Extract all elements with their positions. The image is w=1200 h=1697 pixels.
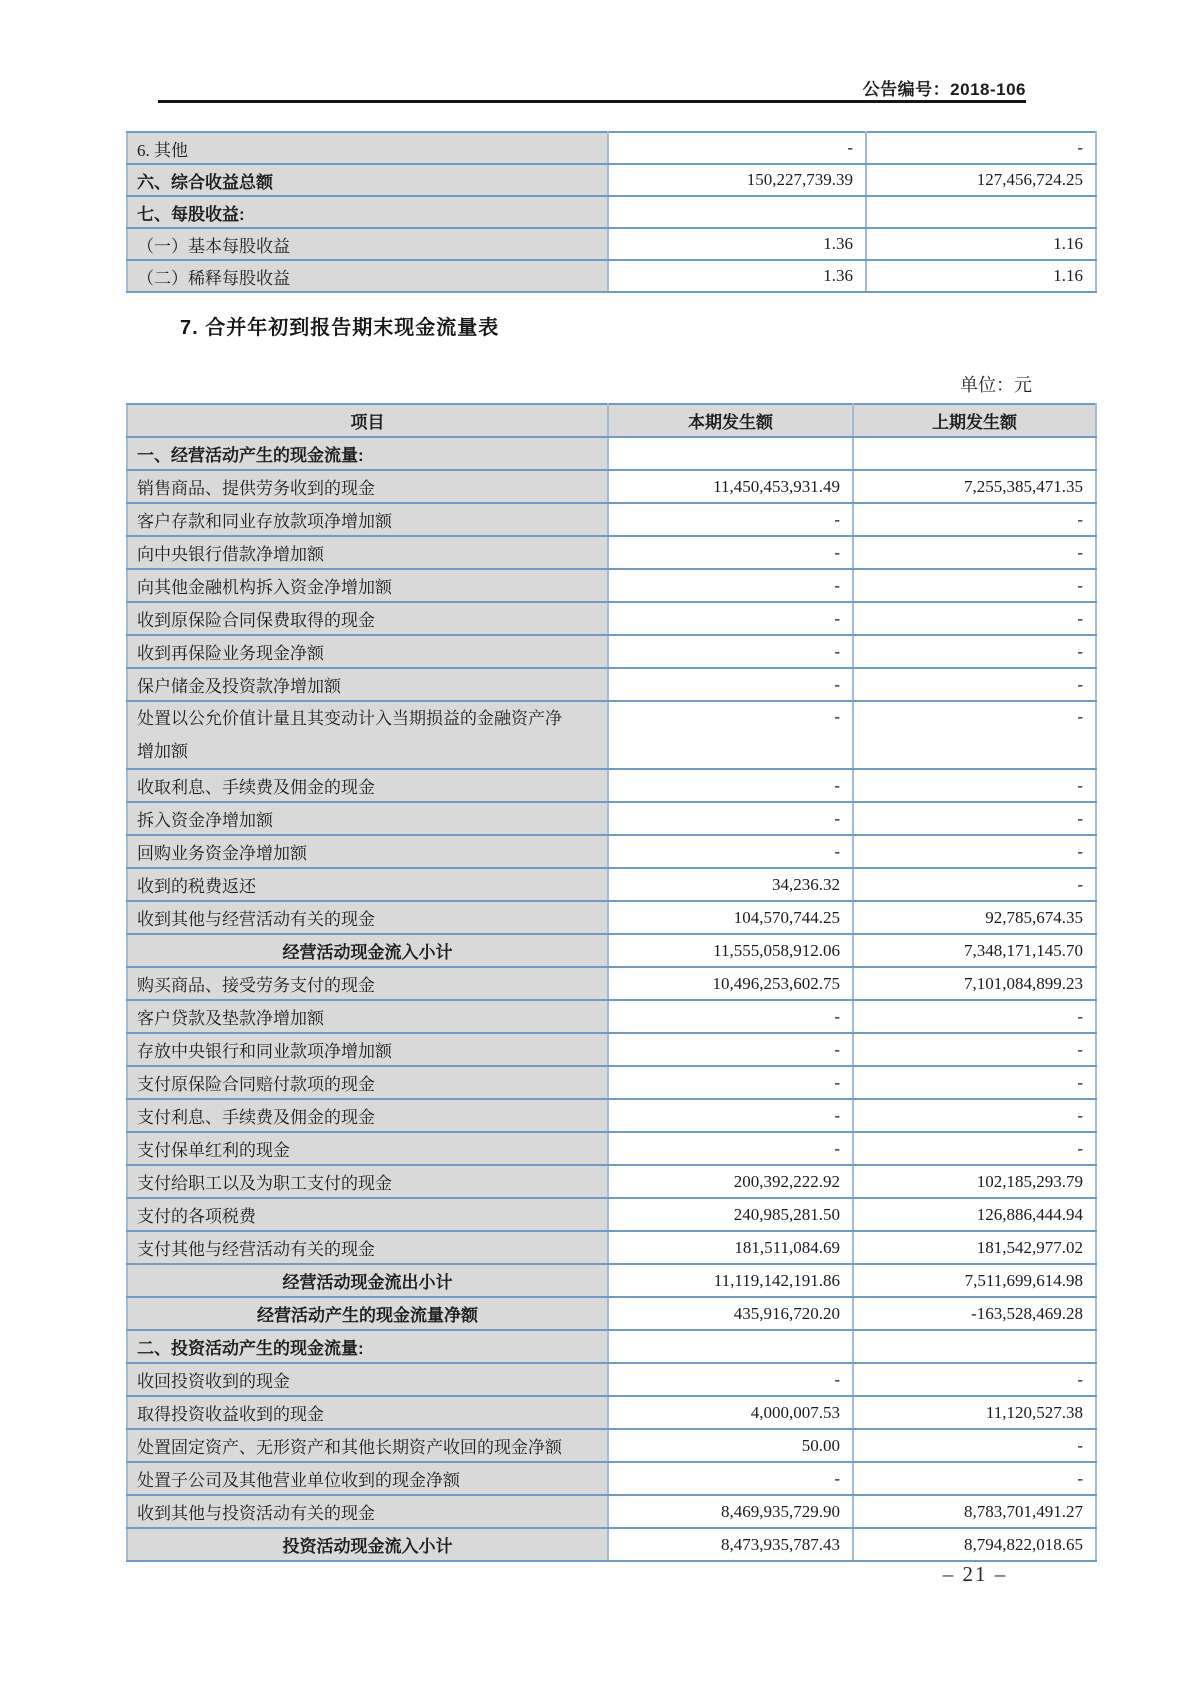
item-label: （一）基本每股收益 <box>137 236 290 256</box>
item-label-cell <box>127 1198 608 1231</box>
table-row <box>127 1000 1096 1033</box>
table-header-row <box>127 404 1096 437</box>
item-label: 收到其他与经营活动有关的现金 <box>137 910 375 929</box>
table-row <box>127 668 1096 701</box>
table-row <box>127 1297 1096 1330</box>
table-row <box>127 635 1096 668</box>
item-label-cell <box>127 1231 608 1264</box>
current-value-cell: - <box>608 503 853 536</box>
current-value-cell: - <box>608 602 853 635</box>
item-label: 销售商品、提供劳务收到的现金 <box>137 479 375 498</box>
item-label-cell <box>127 1495 608 1528</box>
item-label-cell <box>127 967 608 1000</box>
item-label-cell <box>127 1264 608 1297</box>
table-row <box>127 1033 1096 1066</box>
item-label: 拆入资金净增加额 <box>137 811 273 830</box>
table-row <box>127 536 1096 569</box>
item-label-cell <box>127 668 608 701</box>
current-value-cell: - <box>608 1000 853 1033</box>
column-header-current-period: 本期发生额 <box>608 404 853 437</box>
table-row <box>127 437 1096 470</box>
item-label-cell <box>127 536 608 569</box>
item-label: 处置固定资产、无形资产和其他长期资产收回的现金净额 <box>137 1438 562 1457</box>
previous-value-cell: - <box>853 769 1096 802</box>
item-label: 处置以公允价值计量且其变动计入当期损益的金融资产净增加额 <box>137 709 562 761</box>
item-label-cell <box>127 1396 608 1429</box>
current-value-cell: 240,985,281.50 <box>608 1198 853 1231</box>
previous-value-cell: - <box>853 868 1096 901</box>
item-label-cell <box>127 1066 608 1099</box>
item-label-cell <box>127 934 608 967</box>
item-label: 收取利息、手续费及佣金的现金 <box>137 778 375 797</box>
previous-value-cell: - <box>853 835 1096 868</box>
unit-label: 单位：元 <box>960 375 1032 395</box>
previous-value-cell: 1.16 <box>866 228 1096 260</box>
table-row <box>127 132 1096 164</box>
current-value-cell <box>608 1330 853 1363</box>
current-value-cell: - <box>608 701 853 769</box>
item-label: 向中央银行借款净增加额 <box>137 545 324 564</box>
table-row <box>127 1528 1096 1561</box>
item-label-cell <box>127 835 608 868</box>
table-row <box>127 1363 1096 1396</box>
table-row <box>127 260 1096 292</box>
item-label-cell <box>127 1099 608 1132</box>
table-row <box>127 835 1096 868</box>
table-row <box>127 934 1096 967</box>
item-label: 经营活动现金流入小计 <box>282 943 453 962</box>
item-label-cell <box>127 802 608 835</box>
section-title: 7. 合并年初到报告期末现金流量表 <box>180 317 500 339</box>
previous-value-cell: 7,511,699,614.98 <box>853 1264 1096 1297</box>
page-number: – 21 – <box>942 1562 1008 1586</box>
item-label: 支付其他与经营活动有关的现金 <box>137 1240 375 1259</box>
item-label-cell <box>127 769 608 802</box>
item-label: 处置子公司及其他营业单位收到的现金净额 <box>137 1471 460 1490</box>
item-label: 经营活动现金流出小计 <box>282 1273 453 1292</box>
item-label: 收到其他与投资活动有关的现金 <box>137 1504 375 1523</box>
previous-value-cell <box>853 437 1096 470</box>
table-row <box>127 1165 1096 1198</box>
current-value-cell: - <box>608 132 866 164</box>
previous-value-cell: - <box>853 536 1096 569</box>
item-label-cell <box>127 164 608 196</box>
item-label: 取得投资收益收到的现金 <box>137 1405 324 1424</box>
table-row <box>127 1396 1096 1429</box>
item-label-cell <box>127 1528 608 1561</box>
previous-value-cell: 8,794,822,018.65 <box>853 1528 1096 1561</box>
current-value-cell: 4,000,007.53 <box>608 1396 853 1429</box>
table-row <box>127 868 1096 901</box>
current-value-cell: 11,555,058,912.06 <box>608 934 853 967</box>
item-label: 六、综合收益总额 <box>137 172 273 192</box>
previous-value-cell: 8,783,701,491.27 <box>853 1495 1096 1528</box>
item-label: 收到的税费返还 <box>137 877 256 896</box>
previous-value-cell: - <box>866 132 1096 164</box>
previous-value-cell: -163,528,469.28 <box>853 1297 1096 1330</box>
table-row <box>127 967 1096 1000</box>
current-value-cell: 200,392,222.92 <box>608 1165 853 1198</box>
item-label: 收到原保险合同保费取得的现金 <box>137 611 375 630</box>
table-row <box>127 1198 1096 1231</box>
previous-value-cell: - <box>853 701 1096 769</box>
table-row <box>127 196 1096 228</box>
current-value-cell: 8,473,935,787.43 <box>608 1528 853 1561</box>
column-header-prior-period: 上期发生额 <box>853 404 1096 437</box>
current-value-cell: - <box>608 536 853 569</box>
previous-value-cell: - <box>853 1000 1096 1033</box>
current-value-cell <box>608 196 866 228</box>
item-label: 6. 其他 <box>137 140 188 160</box>
current-value-cell: - <box>608 1462 853 1495</box>
item-label: 一、经营活动产生的现金流量: <box>137 446 364 465</box>
item-label-cell <box>127 569 608 602</box>
previous-value-cell: 92,785,674.35 <box>853 901 1096 934</box>
previous-value-cell: 126,886,444.94 <box>853 1198 1096 1231</box>
item-label: 支付给职工以及为职工支付的现金 <box>137 1174 392 1193</box>
item-label: 客户贷款及垫款净增加额 <box>137 1009 324 1028</box>
previous-value-cell: 7,348,171,145.70 <box>853 934 1096 967</box>
item-label-cell <box>127 503 608 536</box>
previous-value-cell: 127,456,724.25 <box>866 164 1096 196</box>
previous-value-cell: - <box>853 1066 1096 1099</box>
table-row <box>127 701 1096 769</box>
item-label: 客户存款和同业存放款项净增加额 <box>137 512 392 531</box>
item-label: 支付的各项税费 <box>137 1207 256 1226</box>
table-row <box>127 1495 1096 1528</box>
table-row <box>127 1330 1096 1363</box>
previous-value-cell: - <box>853 635 1096 668</box>
item-label-cell <box>127 228 608 260</box>
item-label-cell <box>127 635 608 668</box>
table-row <box>127 1462 1096 1495</box>
item-label-cell <box>127 1429 608 1462</box>
current-value-cell: 10,496,253,602.75 <box>608 967 853 1000</box>
current-value-cell: - <box>608 1099 853 1132</box>
table-row <box>127 769 1096 802</box>
item-label: 七、每股收益: <box>137 204 245 224</box>
item-label-cell <box>127 1033 608 1066</box>
income-statement-table <box>126 131 1097 293</box>
table-row <box>127 602 1096 635</box>
item-label-cell <box>127 1363 608 1396</box>
previous-value-cell: - <box>853 1462 1096 1495</box>
previous-value-cell: - <box>853 1429 1096 1462</box>
item-label-cell <box>127 260 608 292</box>
table-row <box>127 470 1096 503</box>
table-row <box>127 228 1096 260</box>
current-value-cell: 150,227,739.39 <box>608 164 866 196</box>
item-label: 向其他金融机构拆入资金净增加额 <box>137 578 392 597</box>
table-row <box>127 1264 1096 1297</box>
current-value-cell: 50.00 <box>608 1429 853 1462</box>
current-value-cell: 11,450,453,931.49 <box>608 470 853 503</box>
previous-value-cell: - <box>853 668 1096 701</box>
current-value-cell: 1.36 <box>608 260 866 292</box>
table-row <box>127 1231 1096 1264</box>
current-value-cell: - <box>608 835 853 868</box>
cashflow-statement-table <box>126 403 1097 1562</box>
current-value-cell: 1.36 <box>608 228 866 260</box>
column-header-item: 项目 <box>127 404 608 437</box>
previous-value-cell: - <box>853 1099 1096 1132</box>
item-label: 保户储金及投资款净增加额 <box>137 677 341 696</box>
current-value-cell: - <box>608 1363 853 1396</box>
previous-value-cell: - <box>853 569 1096 602</box>
table-row <box>127 1429 1096 1462</box>
current-value-cell: - <box>608 1033 853 1066</box>
table-row <box>127 802 1096 835</box>
current-value-cell: - <box>608 802 853 835</box>
current-value-cell <box>608 437 853 470</box>
previous-value-cell: 7,101,084,899.23 <box>853 967 1096 1000</box>
current-value-cell: - <box>608 769 853 802</box>
table-row <box>127 1099 1096 1132</box>
item-label: （二）稀释每股收益 <box>137 268 290 288</box>
previous-value-cell: - <box>853 802 1096 835</box>
item-label: 存放中央银行和同业款项净增加额 <box>137 1042 392 1061</box>
item-label-cell <box>127 868 608 901</box>
current-value-cell: 8,469,935,729.90 <box>608 1495 853 1528</box>
item-label-cell <box>127 437 608 470</box>
item-label-cell <box>127 901 608 934</box>
current-value-cell: 181,511,084.69 <box>608 1231 853 1264</box>
current-value-cell: - <box>608 1132 853 1165</box>
previous-value-cell: - <box>853 1132 1096 1165</box>
item-label-cell <box>127 701 608 769</box>
current-value-cell: - <box>608 1066 853 1099</box>
current-value-cell: 104,570,744.25 <box>608 901 853 934</box>
previous-value-cell: 102,185,293.79 <box>853 1165 1096 1198</box>
previous-value-cell: 11,120,527.38 <box>853 1396 1096 1429</box>
current-value-cell: 34,236.32 <box>608 868 853 901</box>
item-label-cell <box>127 1462 608 1495</box>
table-row <box>127 503 1096 536</box>
table-row <box>127 901 1096 934</box>
current-value-cell: 435,916,720.20 <box>608 1297 853 1330</box>
item-label: 支付保单红利的现金 <box>137 1141 290 1160</box>
previous-value-cell: - <box>853 503 1096 536</box>
current-value-cell: 11,119,142,191.86 <box>608 1264 853 1297</box>
current-value-cell: - <box>608 668 853 701</box>
current-value-cell: - <box>608 569 853 602</box>
item-label: 二、投资活动产生的现金流量: <box>137 1339 364 1358</box>
previous-value-cell: - <box>853 1363 1096 1396</box>
previous-value-cell <box>853 1330 1096 1363</box>
table-row <box>127 1132 1096 1165</box>
item-label: 收到再保险业务现金净额 <box>137 644 324 663</box>
current-value-cell: - <box>608 635 853 668</box>
item-label-cell <box>127 1297 608 1330</box>
item-label: 回购业务资金净增加额 <box>137 844 307 863</box>
table-row <box>127 1066 1096 1099</box>
previous-value-cell: 7,255,385,471.35 <box>853 470 1096 503</box>
table-row <box>127 569 1096 602</box>
item-label: 支付原保险合同赔付款项的现金 <box>137 1075 375 1094</box>
table-row <box>127 164 1096 196</box>
header-rule <box>158 100 1026 103</box>
previous-value-cell: 1.16 <box>866 260 1096 292</box>
item-label-cell <box>127 1165 608 1198</box>
previous-value-cell: 181,542,977.02 <box>853 1231 1096 1264</box>
item-label: 支付利息、手续费及佣金的现金 <box>137 1108 375 1127</box>
item-label-cell <box>127 132 608 164</box>
announcement-number: 公告编号：2018-106 <box>862 80 1026 99</box>
item-label: 收回投资收到的现金 <box>137 1372 290 1391</box>
item-label: 投资活动现金流入小计 <box>282 1537 453 1556</box>
item-label-cell <box>127 1000 608 1033</box>
previous-value-cell: - <box>853 1033 1096 1066</box>
item-label-cell <box>127 602 608 635</box>
item-label: 经营活动产生的现金流量净额 <box>257 1306 478 1325</box>
previous-value-cell <box>866 196 1096 228</box>
item-label-cell <box>127 196 608 228</box>
item-label: 购买商品、接受劳务支付的现金 <box>137 976 375 995</box>
previous-value-cell: - <box>853 602 1096 635</box>
item-label-cell <box>127 1132 608 1165</box>
item-label-cell <box>127 1330 608 1363</box>
item-label-cell <box>127 470 608 503</box>
